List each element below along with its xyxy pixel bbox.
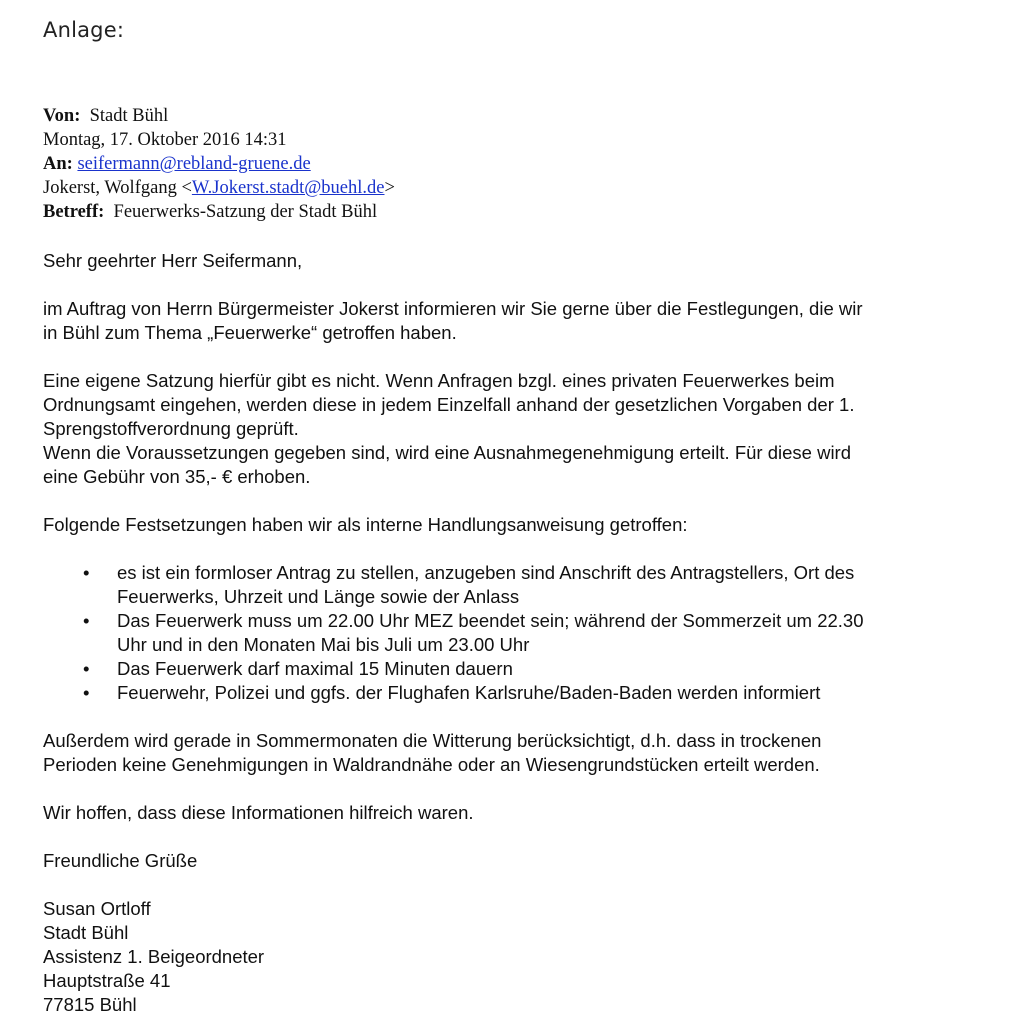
list-item-line: Das Feuerwerk muss um 22.00 Uhr MEZ beendet sein; während der Sommerzeit um 22.30 [117, 610, 864, 631]
list-item [43, 657, 983, 681]
intro-line: im Auftrag von Herrn Bürgermeister Jokerst informieren wir Sie gerne über die Festlegungen, die wir [43, 298, 863, 319]
from-value: Stadt Bühl [89, 106, 169, 126]
bullet-icon: • [83, 682, 90, 703]
paragraph-line: Wenn die Voraussetzungen gegeben sind, wird eine Ausnahmegenehmigung erteilt. Für diese wird [43, 442, 852, 463]
list-item [43, 561, 983, 609]
cc-row [43, 176, 395, 200]
list-item-line: Feuerwerks, Uhrzeit und Länge sowie der Anlass [117, 586, 520, 607]
signature-org: Stadt Bühl [43, 922, 129, 943]
from-row [43, 104, 395, 128]
to-row [43, 152, 395, 176]
list-item [43, 609, 983, 657]
subject-row [43, 200, 395, 224]
cc-email-link[interactable]: W.Jokerst.stadt@buehl.de [191, 178, 385, 198]
to-email-link[interactable]: seifermann@rebland-gruene.de [77, 154, 311, 174]
email-body [43, 249, 983, 1017]
closing-hope: Wir hoffen, dass diese Informationen hilfreich waren. [43, 802, 474, 823]
paragraph-line: Eine eigene Satzung hierfür gibt es nicht. Wenn Anfragen bzgl. eines privaten Feuerwerkes beim [43, 370, 835, 391]
list-item [43, 681, 983, 705]
regards: Freundliche Grüße [43, 850, 198, 871]
list-item-line: es ist ein formloser Antrag zu stellen, anzugeben sind Anschrift des Antragstellers, Ort des [117, 562, 855, 583]
intro-paragraph [43, 297, 983, 345]
signature-street: Hauptstraße 41 [43, 970, 171, 991]
bullet-icon: • [83, 610, 90, 631]
rules-list [43, 561, 983, 705]
paragraph-line: Außerdem wird gerade in Sommermonaten die Witterung berücksichtigt, d.h. dass in trockenen [43, 730, 822, 751]
list-item-line: Uhr und in den Monaten Mai bis Juli um 23.00 Uhr [117, 634, 530, 655]
list-item-line: Feuerwehr, Polizei und ggfs. der Flughafen Karlsruhe/Baden-Baden werden informiert [117, 682, 821, 703]
bullet-icon: • [83, 658, 90, 679]
signature-city: 77815 Bühl [43, 994, 137, 1015]
intro-line: in Bühl zum Thema „Feuerwerke“ getroffen haben. [43, 322, 457, 343]
date-row: Montag, 17. Oktober 2016 14:31 [43, 130, 287, 150]
email-header [43, 104, 395, 224]
cc-name: Jokerst, Wolfgang < [43, 178, 192, 198]
paragraph-line: Perioden keine Genehmigungen in Waldrandnähe oder an Wiesengrundstücken erteilt werden. [43, 754, 820, 775]
regulation-paragraph [43, 369, 983, 489]
attachment-label: Anlage: [43, 18, 125, 42]
cc-suffix: > [384, 178, 395, 198]
paragraph-line: Sprengstoffverordnung geprüft. [43, 418, 299, 439]
signature-block [43, 897, 983, 1017]
from-label: Von: [43, 106, 81, 126]
subject-label: Betreff: [43, 202, 105, 222]
list-intro: Folgende Festsetzungen haben wir als interne Handlungsanweisung getroffen: [43, 514, 688, 535]
paragraph-line: eine Gebühr von 35,- € erhoben. [43, 466, 311, 487]
bullet-icon: • [83, 562, 90, 583]
signature-name: Susan Ortloff [43, 898, 151, 919]
weather-paragraph [43, 729, 983, 777]
paragraph-line: Ordnungsamt eingehen, werden diese in jedem Einzelfall anhand der gesetzlichen Vorgaben der 1. [43, 394, 855, 415]
list-item-line: Das Feuerwerk darf maximal 15 Minuten dauern [117, 658, 513, 679]
subject-value: Feuerwerks-Satzung der Stadt Bühl [113, 202, 378, 222]
signature-role: Assistenz 1. Beigeordneter [43, 946, 265, 967]
to-label: An: [43, 154, 73, 174]
greeting: Sehr geehrter Herr Seifermann, [43, 250, 303, 271]
